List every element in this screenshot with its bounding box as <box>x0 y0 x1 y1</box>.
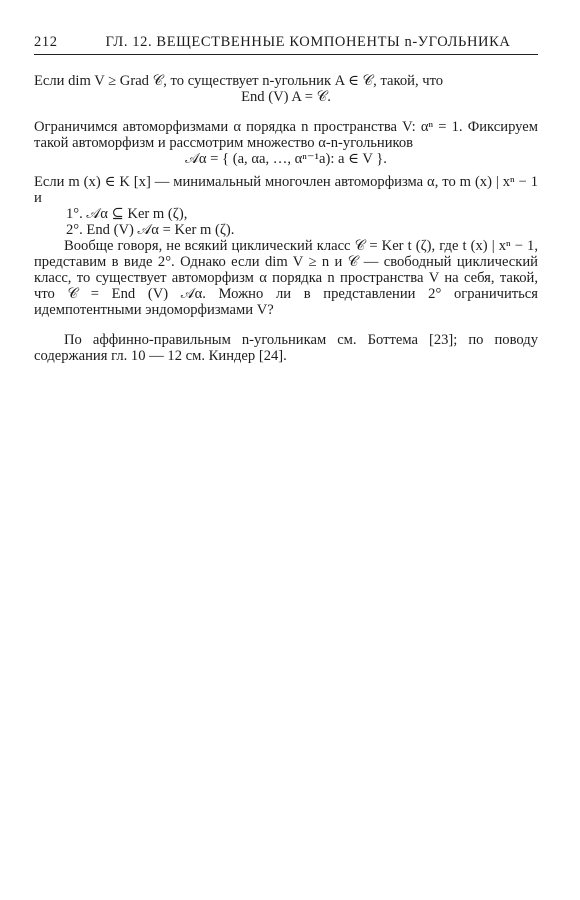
running-header <box>34 34 538 55</box>
paragraph: Если dim V ≥ Grad 𝒞, то существует n-угольник A ∈ 𝒞, такой, что <box>34 73 444 89</box>
display-formula: 𝒜α = { (a, αa, …, αⁿ⁻¹a): a ∈ V }. <box>185 151 387 167</box>
page-number: 212 <box>34 34 58 50</box>
enumerated-item: 1°. 𝒜α ⊆ Ker m (ζ), <box>66 206 188 222</box>
spacer <box>34 318 538 332</box>
spacer <box>34 105 538 119</box>
paragraph: Вообще говоря, не всякий циклический класс 𝒞 = Ker t (ζ), где t (x) | xⁿ − 1, представим в виде 2°. Однако если dim V ≥ n и 𝒞 — свободный циклический класс, то существует автоморфизм α порядка n пространства V на себя, такой, что 𝒞 = End (V) 𝒜α. Можно ли в представлении 2° ограничиться идемпотентными эндоморфизмами V? <box>34 238 538 318</box>
running-title: ГЛ. 12. ВЕЩЕСТВЕННЫЕ КОМПОНЕНТЫ n-УГОЛЬНИКА <box>105 34 511 50</box>
paragraph: По аффинно-правильным n-угольникам см. Боттема [23]; по поводу содержания гл. 10 — 12 см. Киндер [24]. <box>34 332 538 364</box>
body-text <box>34 73 538 364</box>
enumerated-item: 2°. End (V) 𝒜α = Ker m (ζ). <box>66 222 235 238</box>
spacer <box>34 167 538 174</box>
display-formula: End (V) A = 𝒞. <box>241 89 331 105</box>
paragraph: Если m (x) ∈ K [x] — минимальный многочлен автоморфизма α, то m (x) | xⁿ − 1 и <box>34 174 538 206</box>
paragraph: Ограничимся автоморфизмами α порядка n пространства V: αⁿ = 1. Фиксируем такой автоморфизм и рассмотрим множество α-n-угольников <box>34 119 538 151</box>
book-page <box>34 34 538 364</box>
